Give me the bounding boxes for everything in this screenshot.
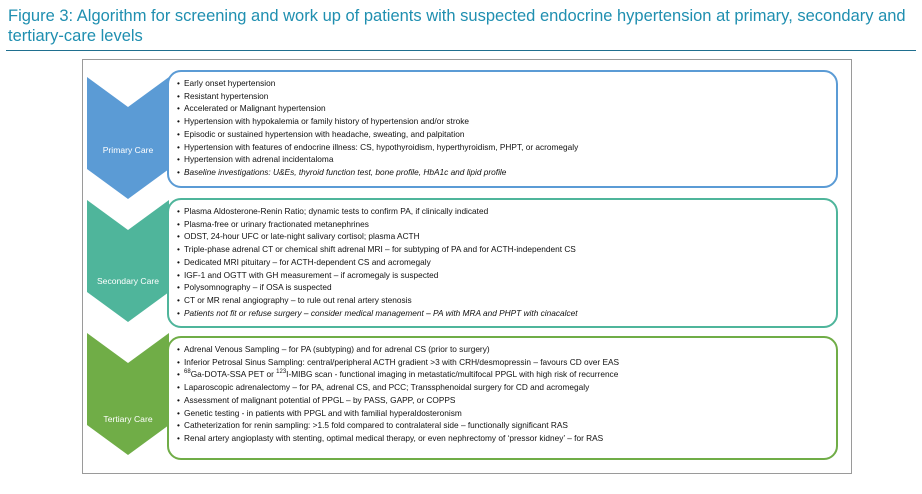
bullet: • xyxy=(177,154,180,165)
item-text: IGF-1 and OGTT with GH measurement – if acromegaly is suspected xyxy=(184,269,439,280)
list-item xyxy=(177,368,828,381)
bullet: • xyxy=(177,128,180,139)
item-text: Assessment of malignant potential of PPGL – by PASS, GAPP, or COPPS xyxy=(184,394,456,405)
item-text: Inferior Petrosal Sinus Sampling: central/peripheral ACTH gradient >3 with CRH/desmopressin – favours CD over EAS xyxy=(184,356,620,367)
item-text: Resistant hypertension xyxy=(184,90,269,101)
item-text: Dedicated MRI pituitary – for ACTH-dependent CS and acromegaly xyxy=(184,256,431,267)
item-text: Genetic testing - in patients with PPGL and with familial hyperaldosteronism xyxy=(184,407,462,418)
bullet: • xyxy=(177,103,180,114)
bullet: • xyxy=(177,244,180,255)
item-text: Ga-DOTA-SSA PET or xyxy=(190,369,277,380)
item-text: Hypertension with adrenal incidentaloma xyxy=(184,154,334,165)
item-text: Episodic or sustained hypertension with headache, sweating, and palpitation xyxy=(184,128,465,139)
list-item xyxy=(177,356,828,369)
bullet: • xyxy=(177,307,180,318)
item-text: Hypertension with hypokalemia or family history of hypertension and/or stroke xyxy=(184,116,469,127)
list-item xyxy=(177,307,828,320)
bullet: • xyxy=(177,141,180,152)
item-text: Patients not fit or refuse surgery – consider medical management – PA with MRA and PHPT with cinacalcet xyxy=(184,307,578,318)
primary-care-label: Primary Care xyxy=(102,145,154,155)
list-item xyxy=(177,281,828,294)
item-text: Triple-phase adrenal CT or chemical shift adrenal MRI – for subtyping of PA and for ACTH-independent CS xyxy=(184,244,576,255)
list-item xyxy=(177,343,828,356)
item-text: Plasma Aldosterone-Renin Ratio; dynamic tests to confirm PA, if clinically indicated xyxy=(184,206,489,216)
list-item xyxy=(177,115,828,128)
isotope-superscript: 68 xyxy=(184,369,191,376)
primary-care-list xyxy=(169,72,836,179)
bullet: • xyxy=(177,206,180,216)
item-text: CT or MR renal angiography – to rule out renal artery stenosis xyxy=(184,294,412,305)
bullet: • xyxy=(177,231,180,242)
isotope-superscript: 123 xyxy=(276,369,287,376)
item-text: Catheterization for renin sampling: >1.5 fold compared to contralateral side – functionally significant RAS xyxy=(184,420,568,431)
list-item xyxy=(177,218,828,231)
bullet: • xyxy=(177,166,180,177)
secondary-care-panel xyxy=(167,198,838,328)
bullet: • xyxy=(177,294,180,305)
bullet: • xyxy=(177,382,180,393)
figure-title: Figure 3: Algorithm for screening and work up of patients with suspected endocrine hypertension at primary, secondary and tertiary-care levels xyxy=(8,7,906,45)
list-item xyxy=(177,141,828,154)
list-item xyxy=(177,128,828,141)
list-item xyxy=(177,394,828,407)
bullet: • xyxy=(177,344,180,354)
item-text: Baseline investigations: U&Es, thyroid function test, bone profile, HbA1c and lipid profile xyxy=(184,166,507,177)
item-text: Hypertension with features of endocrine illness: CS, hypothyroidism, hyperthyroidism, PHPT, or acromegaly xyxy=(184,141,579,152)
primary-care-panel xyxy=(167,70,838,188)
item-text: I-MIBG scan - functional imaging in metastatic/multifocal PPGL with high risk of recurrence xyxy=(286,369,619,380)
item-text: Renal artery angioplasty with stenting, optimal medical therapy, or even nephrectomy of ‘pressor kidney’ – for RAS xyxy=(184,432,604,443)
item-text: ODST, 24-hour UFC or late-night salivary cortisol; plasma ACTH xyxy=(184,231,420,242)
bullet: • xyxy=(177,90,180,101)
tertiary-care-panel xyxy=(167,336,838,460)
bullet: • xyxy=(177,269,180,280)
tertiary-care-list xyxy=(169,338,836,445)
item-text: Polysomnography – if OSA is suspected xyxy=(184,282,332,293)
list-item xyxy=(177,77,828,90)
title-divider xyxy=(6,50,916,51)
item-text: Laparoscopic adrenalectomy – for PA, adrenal CS, and PCC; Transsphenoidal surgery for CD and acromegaly xyxy=(184,382,590,393)
bullet: • xyxy=(177,282,180,293)
bullet: • xyxy=(177,394,180,405)
secondary-care-list xyxy=(169,200,836,319)
item-text: Plasma-free or urinary fractionated metanephrines xyxy=(184,218,369,229)
bullet: • xyxy=(177,369,180,380)
list-item xyxy=(177,102,828,115)
bullet: • xyxy=(177,256,180,267)
list-item xyxy=(177,205,828,218)
secondary-care-chevron xyxy=(87,200,169,322)
tertiary-care-chevron xyxy=(87,333,169,455)
list-item xyxy=(177,153,828,166)
bullet: • xyxy=(177,218,180,229)
secondary-care-label: Secondary Care xyxy=(96,276,160,286)
tertiary-care-label: Tertiary Care xyxy=(103,414,153,424)
item-text: Adrenal Venous Sampling – for PA (subtyping) and for adrenal CS (prior to surgery) xyxy=(184,344,490,354)
list-item xyxy=(177,90,828,103)
list-item xyxy=(177,166,828,179)
list-item xyxy=(177,256,828,269)
bullet: • xyxy=(177,432,180,443)
item-text: Early onset hypertension xyxy=(184,78,276,88)
list-item xyxy=(177,269,828,282)
item-text: Accelerated or Malignant hypertension xyxy=(184,103,326,114)
list-item xyxy=(177,381,828,394)
list-item xyxy=(177,294,828,307)
list-item xyxy=(177,419,828,432)
bullet: • xyxy=(177,356,180,367)
list-item xyxy=(177,407,828,420)
bullet: • xyxy=(177,116,180,127)
list-item xyxy=(177,243,828,256)
bullet: • xyxy=(177,407,180,418)
list-item xyxy=(177,230,828,243)
list-item xyxy=(177,432,828,445)
bullet: • xyxy=(177,420,180,431)
primary-care-chevron xyxy=(87,77,169,199)
bullet: • xyxy=(177,78,180,88)
